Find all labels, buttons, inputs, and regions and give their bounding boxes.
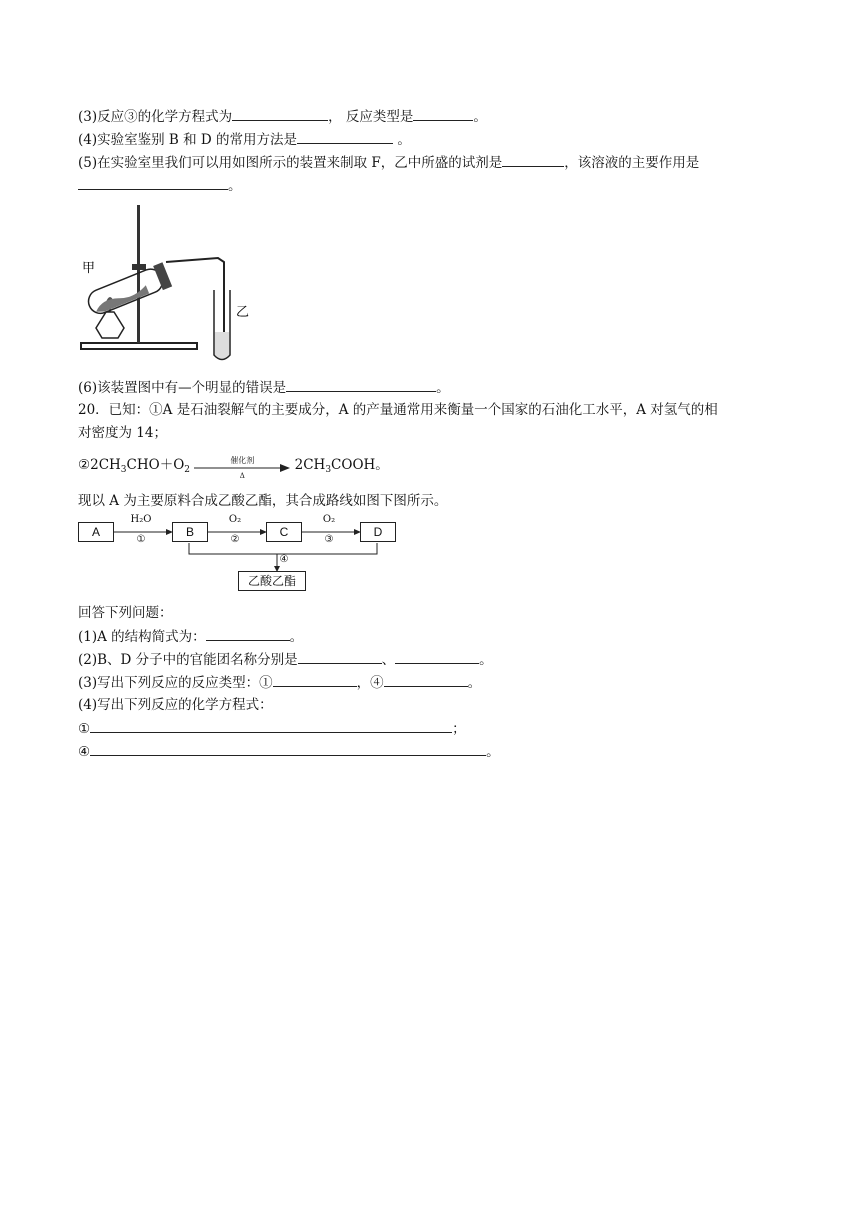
q20-sub3: (3)写出下列反应的反应类型：① ，④ 。: [78, 675, 482, 691]
q20-sub1: (1)A 的结构简式为： 。: [78, 629, 304, 645]
label-jia: 甲: [82, 261, 96, 276]
node-d: D: [360, 522, 396, 542]
step1-number: ①: [136, 534, 146, 545]
q20-route-intro: 现以 A 为主要原料合成乙酸乙酯，其合成路线如图下图所示。: [78, 493, 448, 509]
answer-blank[interactable]: [286, 378, 436, 392]
node-c: C: [266, 522, 302, 542]
answer-blank[interactable]: [90, 742, 486, 756]
answer-blank[interactable]: [273, 673, 357, 687]
answer-blank[interactable]: [232, 107, 328, 121]
q20-reaction-equation: $②2CH_3CHO+O_2$ 催化剂 Δ $2CH_3COOH$。: [78, 456, 389, 480]
step4-number: ④: [279, 554, 289, 565]
q20-intro-line2: 对密度为 14；: [78, 425, 167, 441]
answer-blank[interactable]: [206, 627, 290, 641]
answer-blank[interactable]: [298, 650, 382, 664]
answer-blank[interactable]: [297, 130, 393, 144]
q20-intro-line1: 20．已知：①A 是石油裂解气的主要成分，A 的产量通常用来衡量一个国家的石油化工水平，A 对氢气的相: [78, 402, 718, 418]
ester-apparatus-figure: [78, 200, 258, 362]
step2-number: ②: [230, 534, 240, 545]
heat-label: Δ: [239, 471, 245, 480]
route-arrows: [78, 514, 418, 594]
node-b: B: [172, 522, 208, 542]
synthesis-route-diagram: [78, 514, 418, 594]
q19-part3: (3)反应③的化学方程式为 ， 反应类型是 。: [78, 109, 487, 125]
q20-equation-4: ④ 。: [78, 744, 500, 760]
step3-number: ③: [324, 534, 334, 545]
step3-reagent: O₂: [322, 514, 336, 525]
answer-blank[interactable]: [395, 650, 479, 664]
catalyst-label: 催化剂: [230, 455, 255, 465]
step1-reagent: H₂O: [130, 514, 152, 525]
q20-sub4: (4)写出下列反应的化学方程式：: [78, 697, 273, 713]
answer-blank[interactable]: [78, 176, 228, 190]
answer-blank[interactable]: [502, 153, 564, 167]
node-product: 乙酸乙酯: [238, 571, 306, 591]
q20-answer-intro: 回答下列问题：: [78, 605, 173, 621]
q19-part5-cont: 。: [78, 176, 242, 195]
q19-part5: (5)在实验室里我们可以用如图所示的装置来制取 F，乙中所盛的试剂是 ，该溶液的主要作用是: [78, 155, 700, 171]
answer-blank[interactable]: [413, 107, 473, 121]
label-yi: 乙: [236, 305, 250, 320]
answer-blank[interactable]: [384, 673, 468, 687]
q19-part6: (6)该装置图中有—个明显的错误是 。: [78, 380, 450, 396]
q20-sub2: (2)B、D 分子中的官能团名称分别是 、 。: [78, 652, 493, 668]
q19-part4: (4)实验室鉴别 B 和 D 的常用方法是 。: [78, 132, 411, 148]
step2-reagent: O₂: [228, 514, 242, 525]
reaction-arrow: [194, 455, 290, 480]
q20-equation-1: ① ；: [78, 721, 466, 737]
node-a: A: [78, 522, 114, 542]
answer-blank[interactable]: [90, 719, 452, 733]
